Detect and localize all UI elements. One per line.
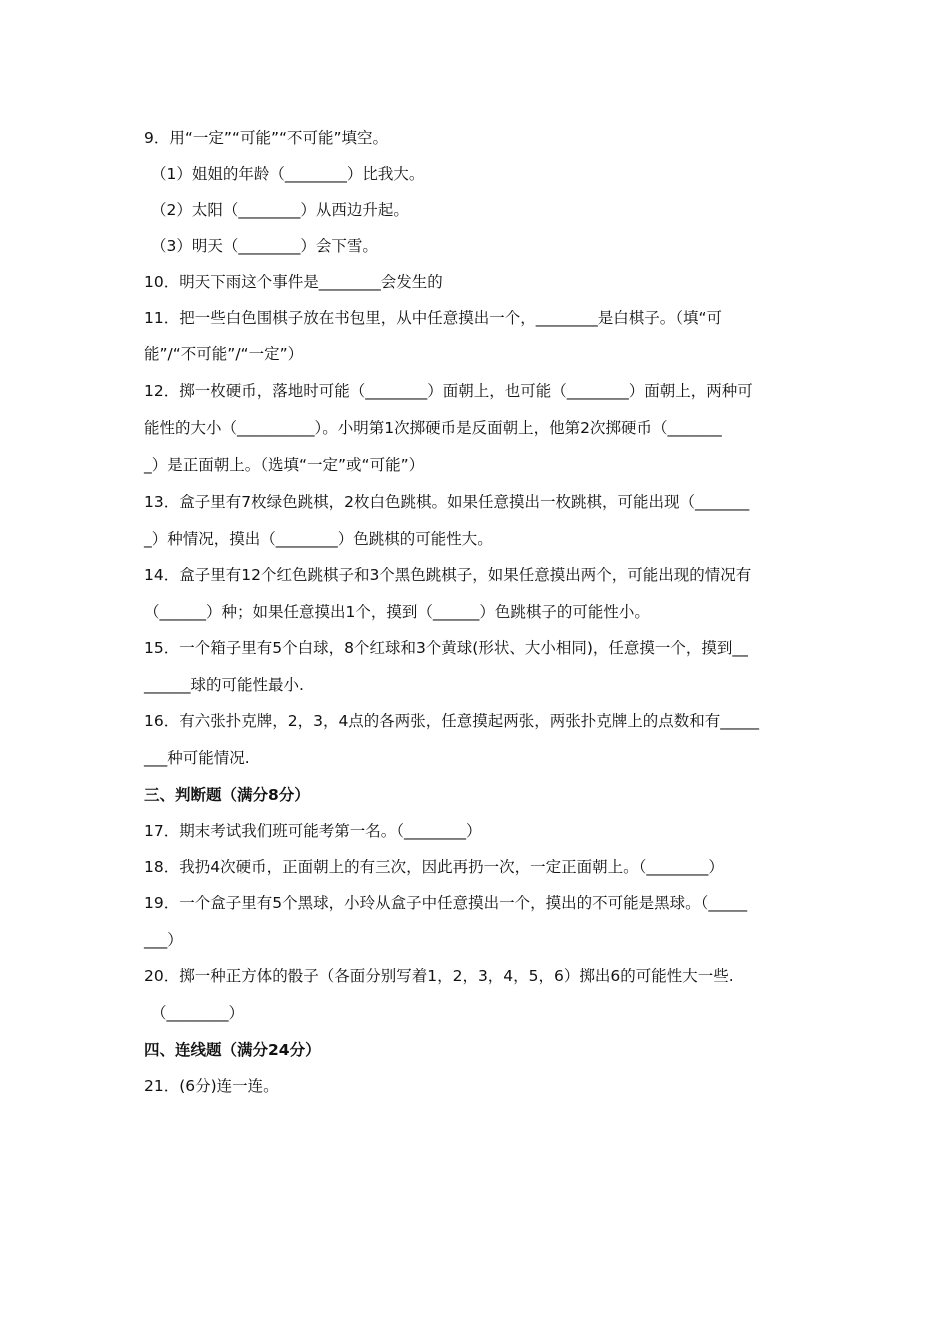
- question-9-part-3: （3）明天（________）会下雪。: [151, 237, 378, 255]
- question-17: 17．期末考试我们班可能考第一名。（________）: [144, 822, 482, 840]
- question-19-line-1: 19．一个盒子里有5个黑球，小玲从盒子中任意摸出一个，摸出的不可能是黑球。（_____: [144, 894, 748, 912]
- question-19-line-2: ___）: [144, 931, 183, 949]
- question-16-line-1: 16．有六张扑克牌，2，3，4点的各两张，任意摸起两张，两张扑克牌上的点数和有_____: [144, 712, 760, 730]
- question-9-part-2: （2）太阳（________）从西边升起。: [151, 201, 409, 219]
- section-3-heading: 三、判断题（满分8分）: [144, 786, 310, 804]
- question-21: 21．(6分)连一连。: [144, 1077, 279, 1095]
- question-20-line-2: （________）: [151, 1004, 245, 1022]
- question-15-line-1: 15．一个箱子里有5个白球，8个红球和3个黄球(形状、大小相同)，任意摸一个，摸到__: [144, 639, 748, 657]
- question-13-line-2: _）种情况，摸出（________）色跳棋的可能性大。: [144, 530, 493, 548]
- question-9: 9．用“一定”“可能”“不可能”填空。: [144, 129, 389, 147]
- question-12-line-2: 能性的大小（__________）。小明第1次掷硬币是反面朝上，他第2次掷硬币（_______: [144, 419, 722, 437]
- question-11-line-1: 11．把一些白色围棋子放在书包里，从中任意摸出一个，________是白棋子。（填“可: [144, 309, 723, 327]
- question-14-line-1: 14．盒子里有12个红色跳棋子和3个黑色跳棋子，如果任意摸出两个，可能出现的情况有: [144, 566, 752, 584]
- question-9-part-1: （1）姐姐的年龄（________）比我大。: [151, 165, 425, 183]
- question-16-line-2: ___种可能情况.: [144, 749, 250, 767]
- question-14-line-2: （______）种；如果任意摸出1个，摸到（______）色跳棋子的可能性小。: [144, 603, 650, 621]
- question-10: 10．明天下雨这个事件是________会发生的: [144, 273, 443, 291]
- question-15-line-2: ______球的可能性最小.: [144, 676, 304, 694]
- question-20-line-1: 20．掷一种正方体的骰子（各面分别写着1，2，3，4，5，6）掷出6的可能性大一些.: [144, 967, 734, 985]
- question-12-line-3: _）是正面朝上。（选填“一定”或“可能”）: [144, 456, 425, 474]
- question-18: 18．我扔4次硬币，正面朝上的有三次，因此再扔一次，一定正面朝上。（________）: [144, 858, 724, 876]
- question-13-line-1: 13．盒子里有7枚绿色跳棋，2枚白色跳棋。如果任意摸出一枚跳棋，可能出现（_______: [144, 493, 750, 511]
- section-4-heading: 四、连线题（满分24分）: [144, 1041, 321, 1059]
- question-12-line-1: 12．掷一枚硬币，落地时可能（________）面朝上，也可能（________）面朝上，两种可: [144, 382, 753, 400]
- question-11-line-2: 能”/“不可能”/“一定”）: [144, 345, 304, 363]
